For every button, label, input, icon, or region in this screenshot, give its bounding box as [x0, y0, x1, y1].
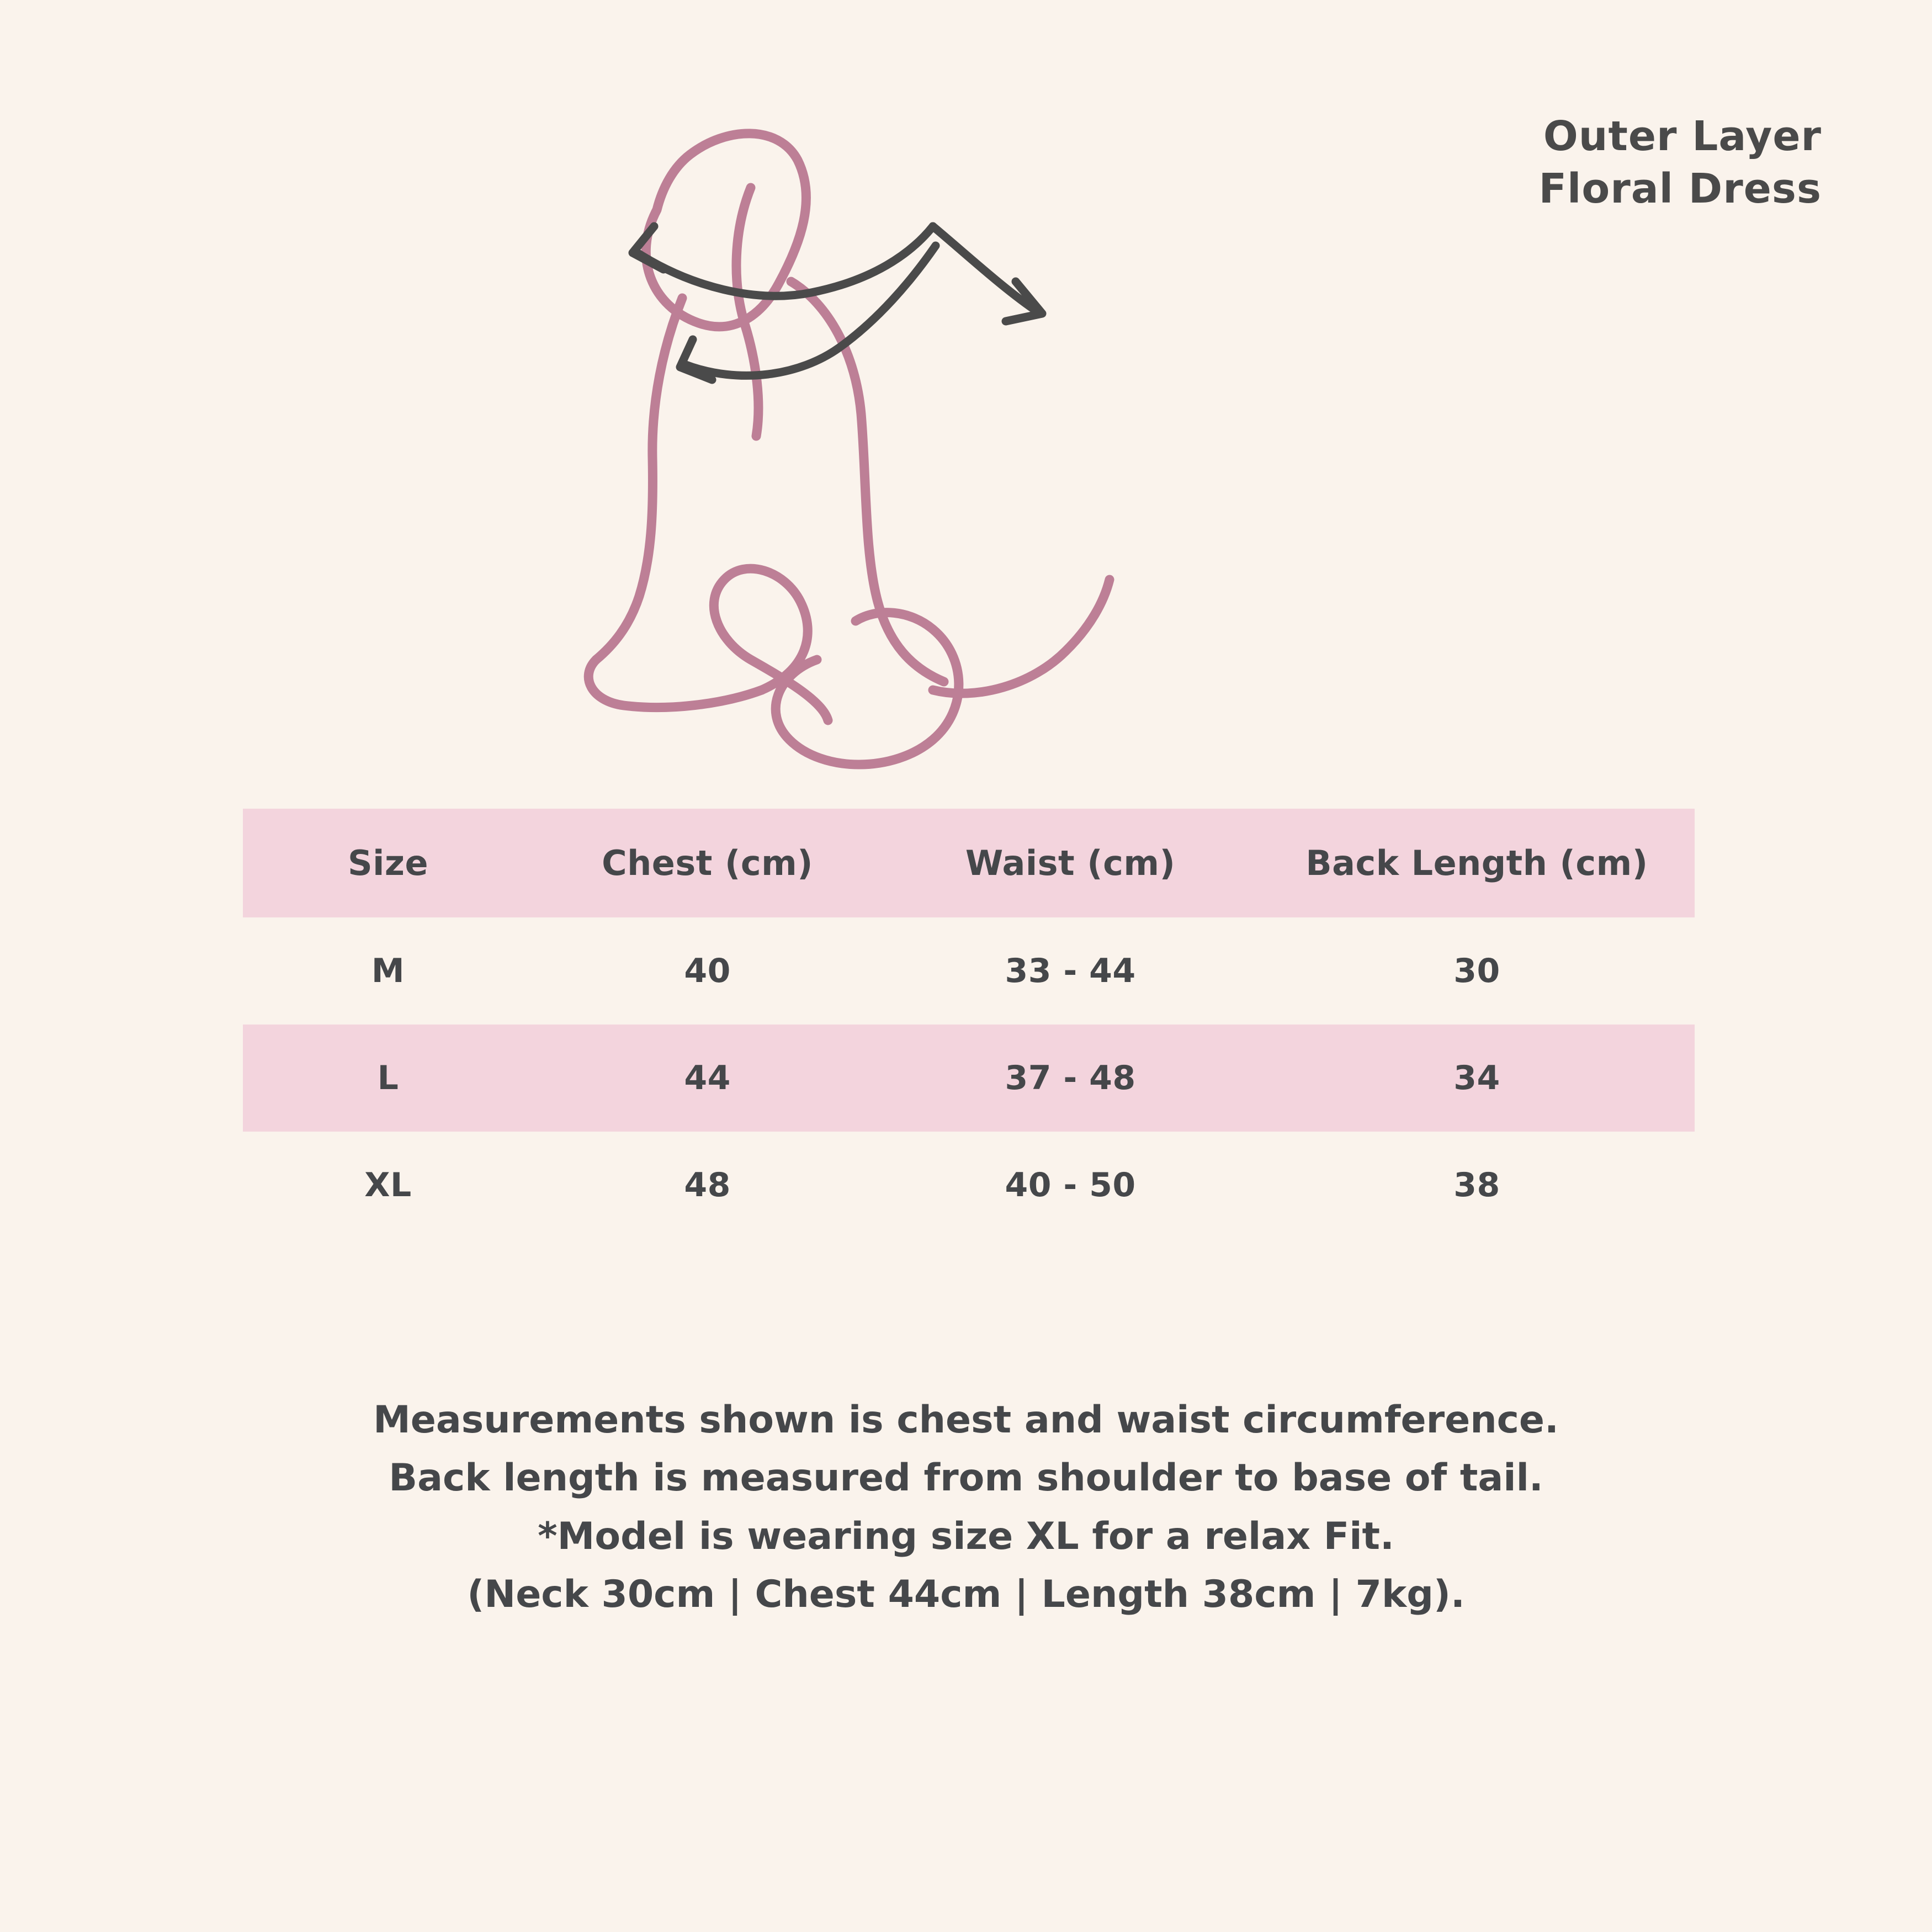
table-row [243, 1132, 1695, 1239]
title-line-1: Outer Layer [1543, 113, 1822, 160]
cell-waist: 33 - 44 [1005, 952, 1136, 990]
column-header-back-length: Back Length (cm) [1305, 843, 1648, 883]
column-header-waist: Waist (cm) [965, 843, 1176, 883]
note-line-2: Back length is measured from shoulder to base of tail. [389, 1456, 1543, 1500]
cell-size: XL [364, 1166, 412, 1204]
size-table-container [243, 809, 1695, 1239]
measurement-notes [0, 1391, 1932, 1624]
cell-back-length: 30 [1453, 952, 1500, 990]
cell-back-length: 38 [1453, 1166, 1500, 1204]
cell-waist: 40 - 50 [1005, 1166, 1136, 1204]
note-line-4: (Neck 30cm | Chest 44cm | Length 38cm | 7kg). [467, 1573, 1465, 1617]
table-row [243, 1025, 1695, 1132]
note-line-1: Measurements shown is chest and waist circumference. [373, 1398, 1559, 1442]
cell-chest: 48 [684, 1166, 731, 1204]
size-table [243, 809, 1695, 1239]
cell-chest: 40 [684, 952, 731, 990]
dog-illustration [580, 116, 1380, 789]
cell-waist: 37 - 48 [1005, 1059, 1136, 1097]
waist-circumference-arrow [680, 246, 936, 380]
note-line-3: *Model is wearing size XL for a relax Fit. [538, 1514, 1394, 1558]
cell-chest: 44 [684, 1059, 731, 1097]
dog-outline-icon [588, 134, 1110, 765]
table-row [243, 917, 1695, 1025]
table-header-row [243, 809, 1695, 917]
cell-back-length: 34 [1453, 1059, 1500, 1097]
column-header-size: Size [347, 843, 429, 883]
page-title [1538, 110, 1822, 215]
column-header-chest: Chest (cm) [602, 843, 814, 883]
chest-circumference-arrow [633, 226, 1042, 321]
title-line-2: Floral Dress [1538, 164, 1822, 213]
cell-size: M [371, 952, 405, 990]
cell-size: L [377, 1059, 399, 1097]
